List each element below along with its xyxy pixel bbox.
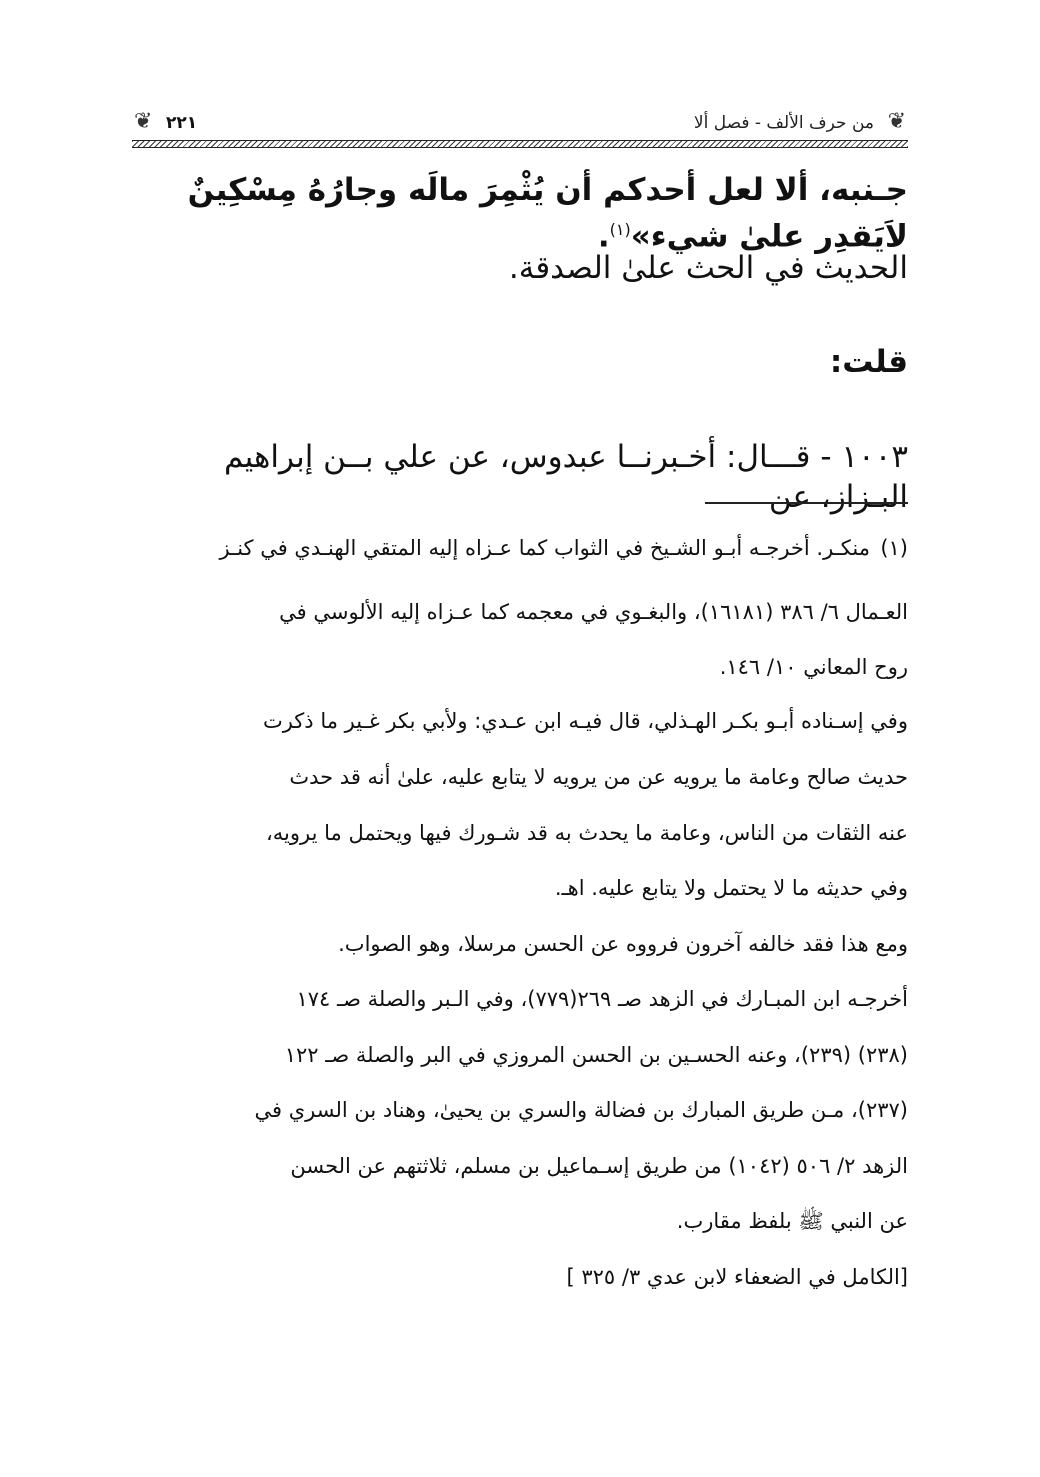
footnote-line: ومع هذا فقد خالفه آخرون فرووه عن الحسن مرسلا، وهو الصواب. xyxy=(338,932,908,956)
chapter-title: من حرف الألف - فصل ألا xyxy=(693,113,874,133)
footnote-text: منكـر. أخرجـه أبـو الشـيخ في الثواب كما عـزاه إليه المتقي الهنـدي في كنـز xyxy=(219,536,870,560)
header-rule xyxy=(132,140,908,148)
running-header xyxy=(132,105,908,141)
section-heading: قلت: xyxy=(829,344,908,380)
footnote-number: (١) xyxy=(880,536,908,560)
footnote-line: عن النبي ﷺ بلفظ مقارب. xyxy=(676,1209,908,1233)
footnote-line: وفي حديثه ما لا يحتمل ولا يتابع عليه. اهـ. xyxy=(554,876,908,900)
main-line-2: الحديث في الحث علىٰ الصدقة. xyxy=(508,250,908,286)
footnote-line: أخرجـه ابن المبـارك في الزهد صـ ٢٦٩(٧٧٩)، وفي الـبر والصلة صـ ١٧٤ xyxy=(296,987,908,1011)
footnote-line: عنه الثقات من الناس، وعامة ما يحدث به قد شـورك فيها ويحتمل ما يرويه، xyxy=(266,821,908,845)
footnote-line: (٢٣٨) (٢٣٩)، وعنه الحسـين بن الحسن المروزي في البر والصلة صـ ١٢٢ xyxy=(284,1043,908,1067)
ornament-left-icon: ❦ xyxy=(134,109,153,134)
footnote-line: حديث صالح وعامة ما يرويه عن من يرويه لا يتابع عليه، علىٰ أنه قد حدث xyxy=(289,765,908,789)
footnote-line: روح المعاني ١٠/ ١٤٦. xyxy=(719,655,908,679)
hadith-text: جـنبه، ألا لعل أحدكم أن يُثْمِرَ مالَه وجارُهُ مِسْكِينٌ لاَيَقدِر علىٰ شيء» xyxy=(187,172,908,255)
ornament-right-icon: ❦ xyxy=(887,109,906,134)
footnote-separator xyxy=(705,502,908,504)
footnote-ref: (١) xyxy=(609,220,631,239)
source-citation: [الكامل في الضعفاء لابن عدي ٣/ ٣٢٥ ] xyxy=(566,1265,908,1289)
footnote-line: العـمال ٦/ ٣٨٦ (١٦١٨١)، والبغـوي في معجمه كما عـزاه إليه الألوسي في xyxy=(279,600,908,624)
footnote-line: (٢٣٧)، مـن طريق المبارك بن فضالة والسري بن يحيىٰ، وهناد بن السري في xyxy=(254,1098,908,1122)
footnote-line: وفي إسـناده أبـو بكـر الهـذلي، قال فيـه ابن عـدي: ولأبي بكر غـير ما ذكرت xyxy=(262,709,908,733)
footnote-line: الزهد ٢/ ٥٠٦ (١٠٤٢) من طريق إسـماعيل بن مسلم، ثلاثتهم عن الحسن xyxy=(290,1154,908,1178)
page-number: ٢٢١ xyxy=(166,113,198,133)
line-end: . xyxy=(597,218,610,255)
main-line-1 xyxy=(132,170,908,256)
main-line-4: ١٠٠٣ - قـــال: أخـبرنــا عبدوس، عن علي بــن إبراهيم البـزاز، عن xyxy=(224,439,908,515)
footnote-line xyxy=(132,533,908,563)
